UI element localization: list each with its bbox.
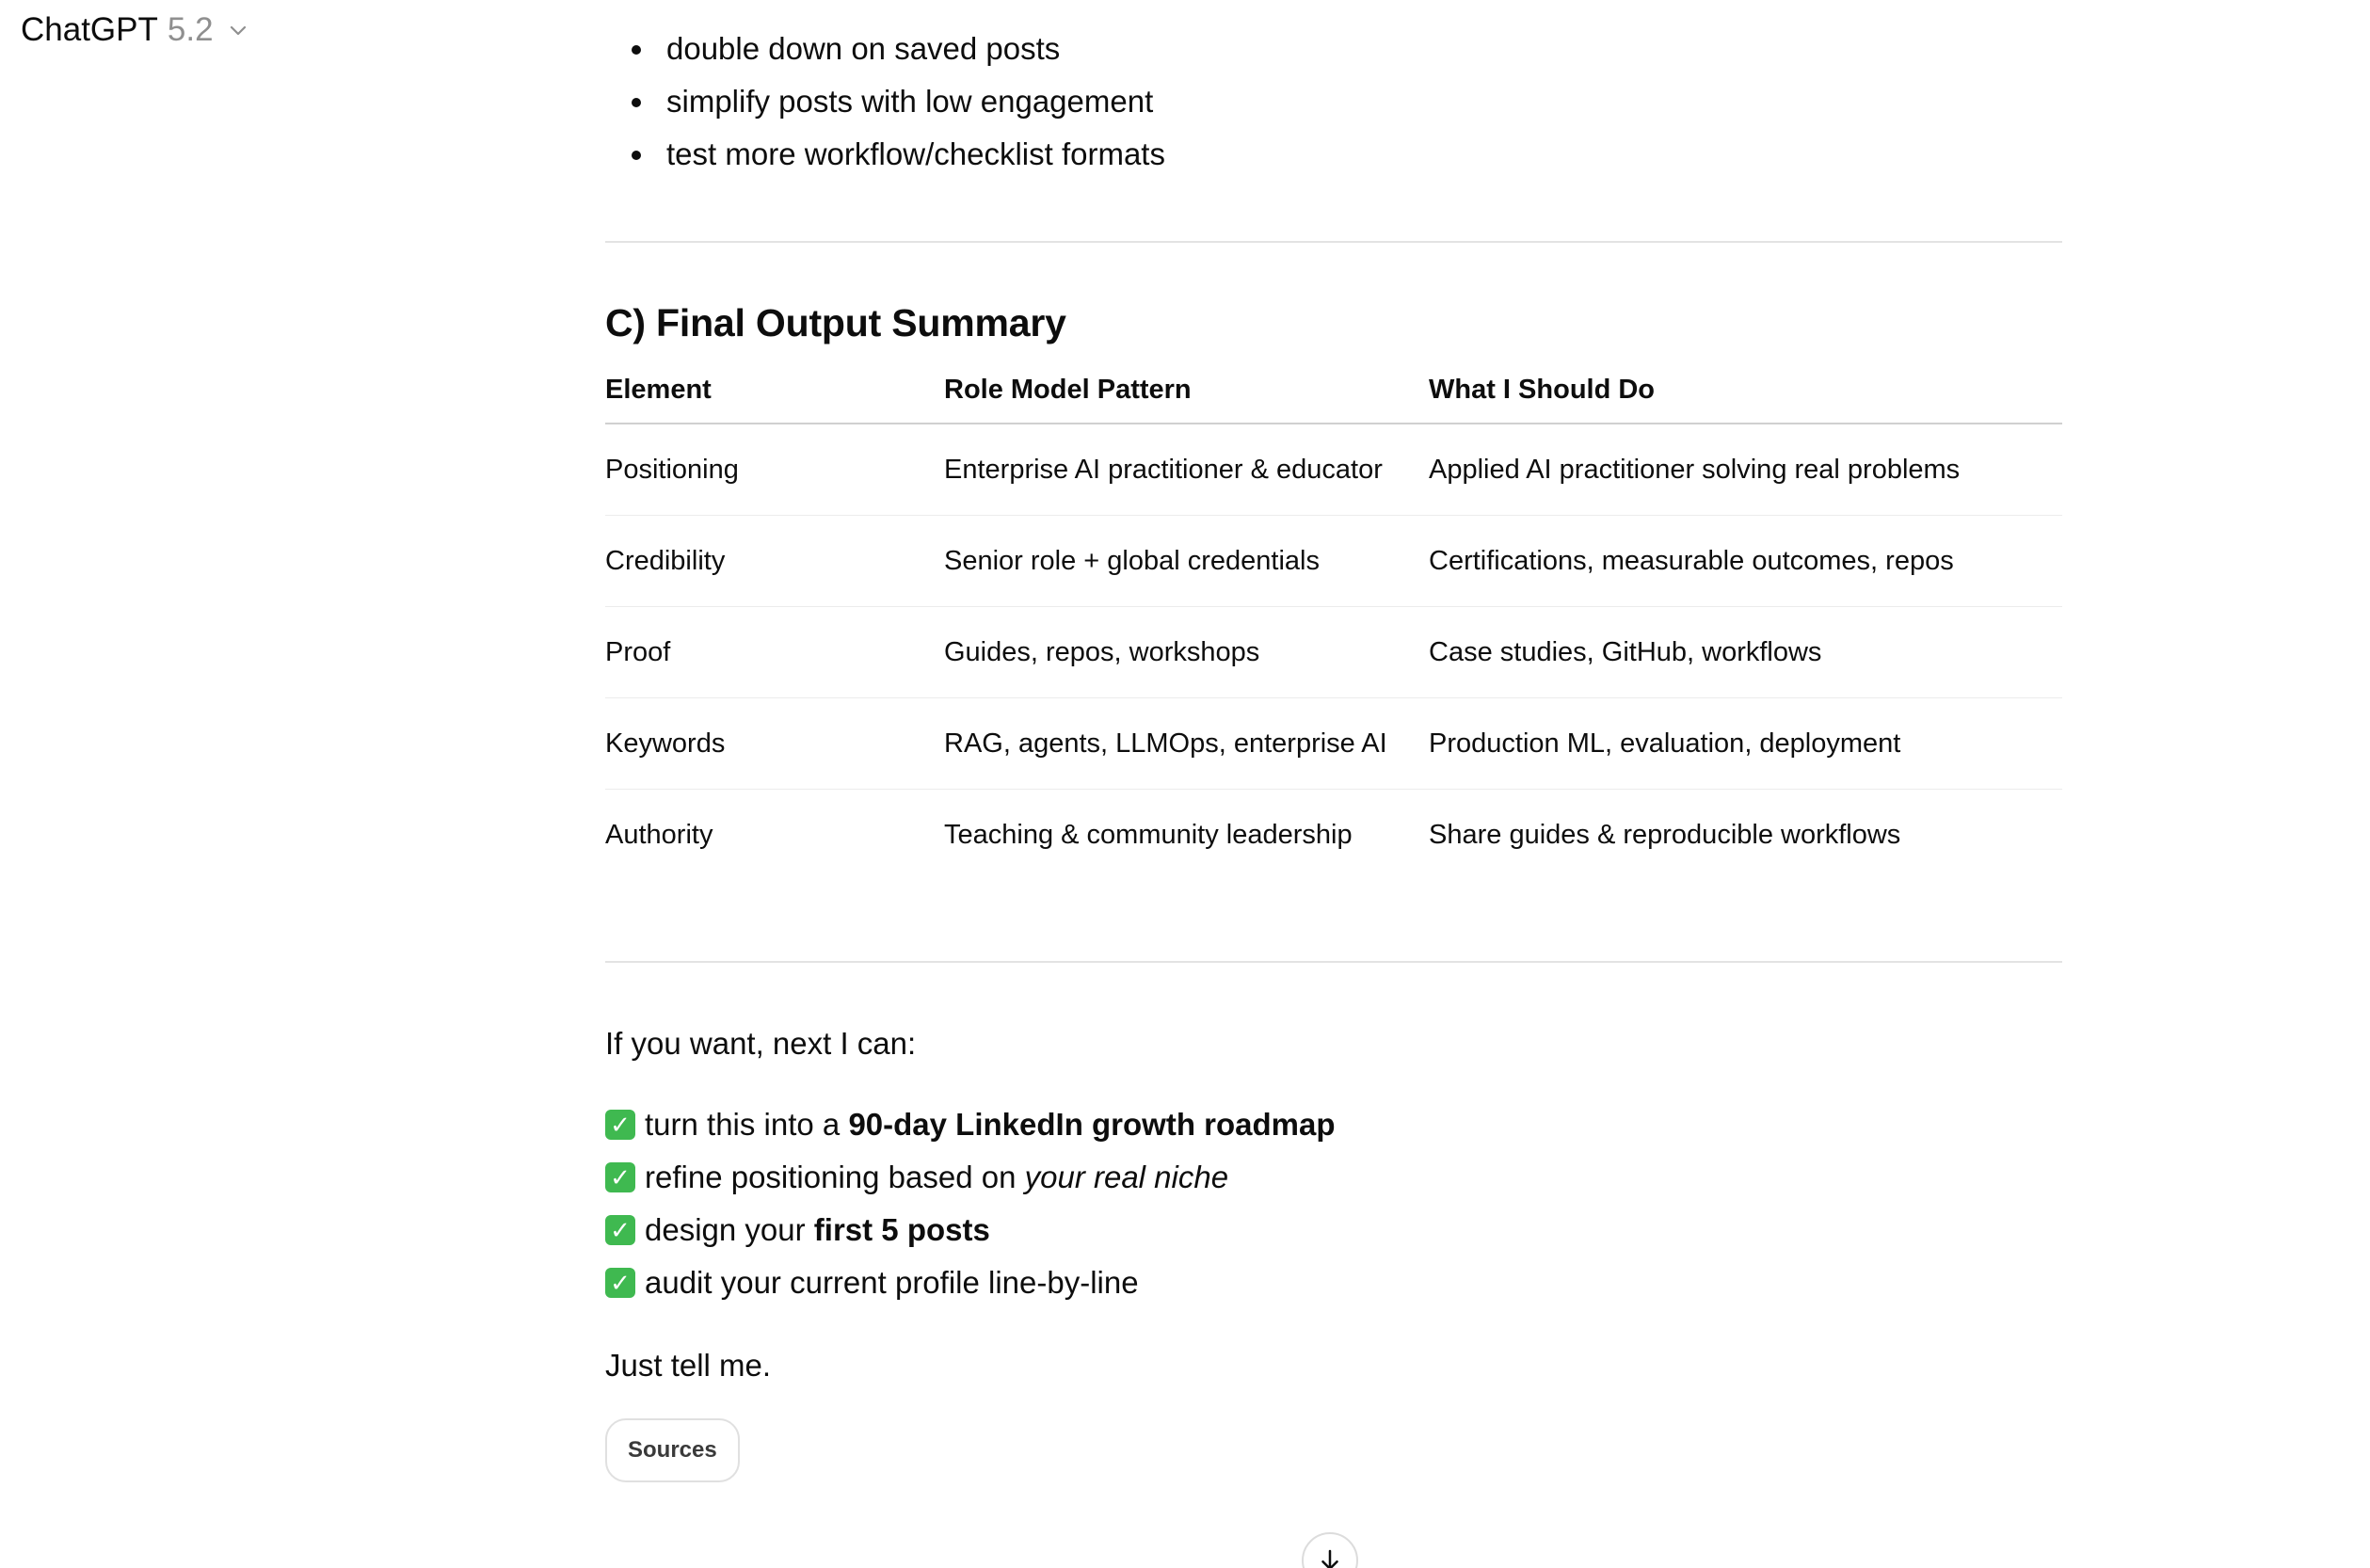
table-row (605, 516, 2062, 607)
list-item: double down on saved posts (605, 23, 2062, 75)
followup-item-text: turn this into a 90-day LinkedIn growth roadmap (645, 1107, 1336, 1142)
column-header: Role Model Pattern (944, 365, 1429, 424)
table-cell: Guides, repos, workshops (944, 607, 1429, 698)
table-cell: Case studies, GitHub, workflows (1429, 607, 2062, 698)
table-cell: Certifications, measurable outcomes, repos (1429, 516, 2062, 607)
table-cell: Teaching & community leadership (944, 820, 1353, 850)
list-item (605, 1151, 2062, 1204)
scroll-to-bottom-button[interactable] (1302, 1532, 1358, 1568)
check-mark-icon: ✓ (605, 1110, 635, 1140)
list-item (605, 1256, 2062, 1309)
section-title: C) Final Output Summary (605, 301, 1066, 344)
column-header: Element (605, 365, 944, 424)
table-cell: Keywords (605, 698, 944, 790)
divider (605, 961, 2062, 963)
followup-item-text: design your first 5 posts (645, 1212, 990, 1247)
followup-intro: If you want, next I can: (605, 1026, 917, 1061)
followup-item-text: audit your current profile line-by-line (645, 1265, 1139, 1300)
summary-table (605, 365, 2062, 880)
table-row (605, 424, 2062, 516)
chevron-down-icon (227, 19, 249, 41)
table-header-row (605, 365, 2062, 424)
arrow-down-icon (1316, 1546, 1344, 1568)
table-cell: Enterprise AI practitioner & educator (944, 424, 1429, 516)
table-cell: Production ML, evaluation, deployment (1429, 698, 2062, 790)
table-cell: Credibility (605, 516, 944, 607)
followup-item-text: refine positioning based on your real niche (645, 1160, 1229, 1194)
sources-button[interactable]: Sources (605, 1418, 740, 1482)
table-cell: Positioning (605, 424, 944, 516)
table-row (605, 607, 2062, 698)
table-row (605, 698, 2062, 790)
list-item: simplify posts with low engagement (605, 75, 2062, 128)
table-row (605, 790, 2062, 881)
table-cell: Applied AI practitioner solving real problems (1429, 424, 2062, 516)
check-mark-icon: ✓ (605, 1215, 635, 1245)
column-header: What I Should Do (1429, 365, 2062, 424)
followup-checklist (605, 1098, 2062, 1309)
table-cell: Senior role + global credentials (944, 516, 1429, 607)
table-cell: Share guides & reproducible workflows (1429, 820, 1901, 850)
model-selector[interactable] (21, 11, 249, 49)
model-name: ChatGPT (21, 11, 158, 48)
assistant-message (605, 0, 2062, 1482)
table-cell: Authority (605, 820, 713, 850)
list-item: test more workflow/checklist formats (605, 128, 2062, 181)
closing-text: Just tell me. (605, 1348, 772, 1383)
divider (605, 241, 2062, 243)
table-cell: Proof (605, 607, 944, 698)
table-cell: RAG, agents, LLMOps, enterprise AI (944, 698, 1429, 790)
model-version: 5.2 (167, 11, 214, 48)
bullet-list (605, 0, 2062, 181)
list-item (605, 1204, 2062, 1256)
check-mark-icon: ✓ (605, 1162, 635, 1192)
check-mark-icon: ✓ (605, 1268, 635, 1298)
list-item (605, 1098, 2062, 1151)
